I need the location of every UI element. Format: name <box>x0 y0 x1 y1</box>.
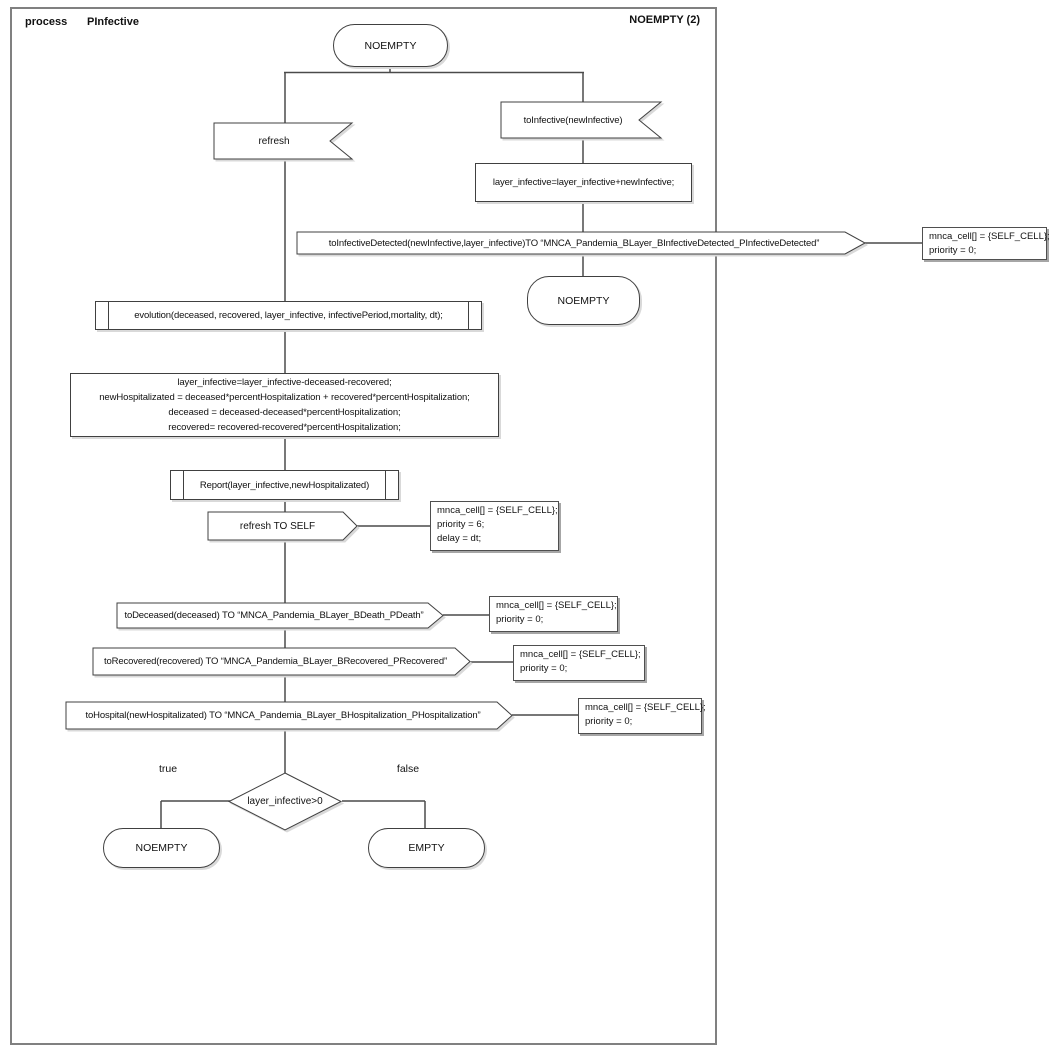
procedure-text: evolution(deceased, recovered, layer_infective, infectivePeriod,mortality, dt); <box>134 310 443 321</box>
comment-line: mnca_cell[] = {SELF_CELL}; <box>585 702 706 713</box>
comment-line: priority = 0; <box>520 663 568 674</box>
state-noempty-after-detect <box>527 276 640 325</box>
output-label: toHospital(newHospitalizated) TO “MNCA_Pandemia_BLayer_BHospitalization_PHospitalization” <box>85 710 481 721</box>
comment-line: priority = 6; <box>437 519 485 530</box>
decision-layer-infective <box>229 773 341 830</box>
comment-detect <box>922 227 1050 260</box>
input-label: toInfective(newInfective) <box>523 114 623 126</box>
state-noempty-top <box>333 24 448 67</box>
state-label: NOEMPTY <box>364 39 417 52</box>
comment-line: priority = 0; <box>585 716 633 727</box>
task-line: layer_infective=layer_infective-deceased-recovered; <box>177 377 392 388</box>
process-kind-label: process <box>25 16 68 28</box>
output-label: refresh TO SELF <box>239 520 316 532</box>
task-text: layer_infective=layer_infective+newInfective; <box>492 177 675 188</box>
state-label: NOEMPTY <box>557 294 610 307</box>
procedure-report <box>170 470 399 500</box>
decision-false-label: false <box>396 763 420 775</box>
task-line: deceased = deceased-deceased*percentHospitalization; <box>168 407 401 418</box>
task-line: recovered= recovered-recovered*percentHospitalization; <box>168 422 401 433</box>
comment-line: priority = 0; <box>496 614 544 625</box>
output-to-recovered <box>93 648 470 675</box>
state-label: NOEMPTY <box>135 842 188 854</box>
comment-line: priority = 0; <box>929 245 977 256</box>
process-name: PInfective <box>87 16 139 28</box>
state-label: EMPTY <box>408 842 445 854</box>
procedure-evolution <box>95 301 482 330</box>
output-to-deceased <box>117 603 443 628</box>
output-to-hospital <box>66 702 512 729</box>
task-add-infective <box>475 163 692 202</box>
comment-line: mnca_cell[] = {SELF_CELL}; <box>929 231 1050 242</box>
comment-hospital <box>578 698 706 734</box>
output-label: toDeceased(deceased) TO “MNCA_Pandemia_BLayer_BDeath_PDeath” <box>124 610 424 621</box>
output-refresh-to-self <box>208 512 357 540</box>
task-assign-block <box>70 373 499 437</box>
page-label: NOEMPTY (2) <box>629 14 700 26</box>
comment-recovered <box>513 645 645 681</box>
input-to-infective <box>501 102 661 138</box>
comment-line: mnca_cell[] = {SELF_CELL}; <box>520 649 641 660</box>
comment-line: mnca_cell[] = {SELF_CELL}; <box>496 600 617 611</box>
input-refresh <box>214 123 352 159</box>
task-line: newHospitalizated = deceased*percentHospitalization + recovered*percentHospitalization; <box>99 392 470 403</box>
output-label: toInfectiveDetected(newInfective,layer_infective)TO “MNCA_Pandemia_BLayer_BInfectiveDetected_PInfectiveDetected” <box>328 237 820 249</box>
comment-deceased <box>489 596 618 632</box>
decision-condition: layer_infective>0 <box>247 796 323 807</box>
comment-refresh-self <box>430 501 559 551</box>
decision-true-label: true <box>158 763 178 775</box>
procedure-text: Report(layer_infective,newHospitalizated) <box>199 479 370 491</box>
comment-line: mnca_cell[] = {SELF_CELL}; <box>437 505 558 516</box>
output-label: toRecovered(recovered) TO “MNCA_Pandemia_BLayer_BRecovered_PRecovered” <box>104 656 447 667</box>
state-noempty-true <box>103 828 220 868</box>
output-to-infective-detected <box>297 232 865 254</box>
input-label: refresh <box>258 135 290 147</box>
state-empty-false <box>368 828 485 868</box>
comment-line: delay = dt; <box>437 533 482 544</box>
